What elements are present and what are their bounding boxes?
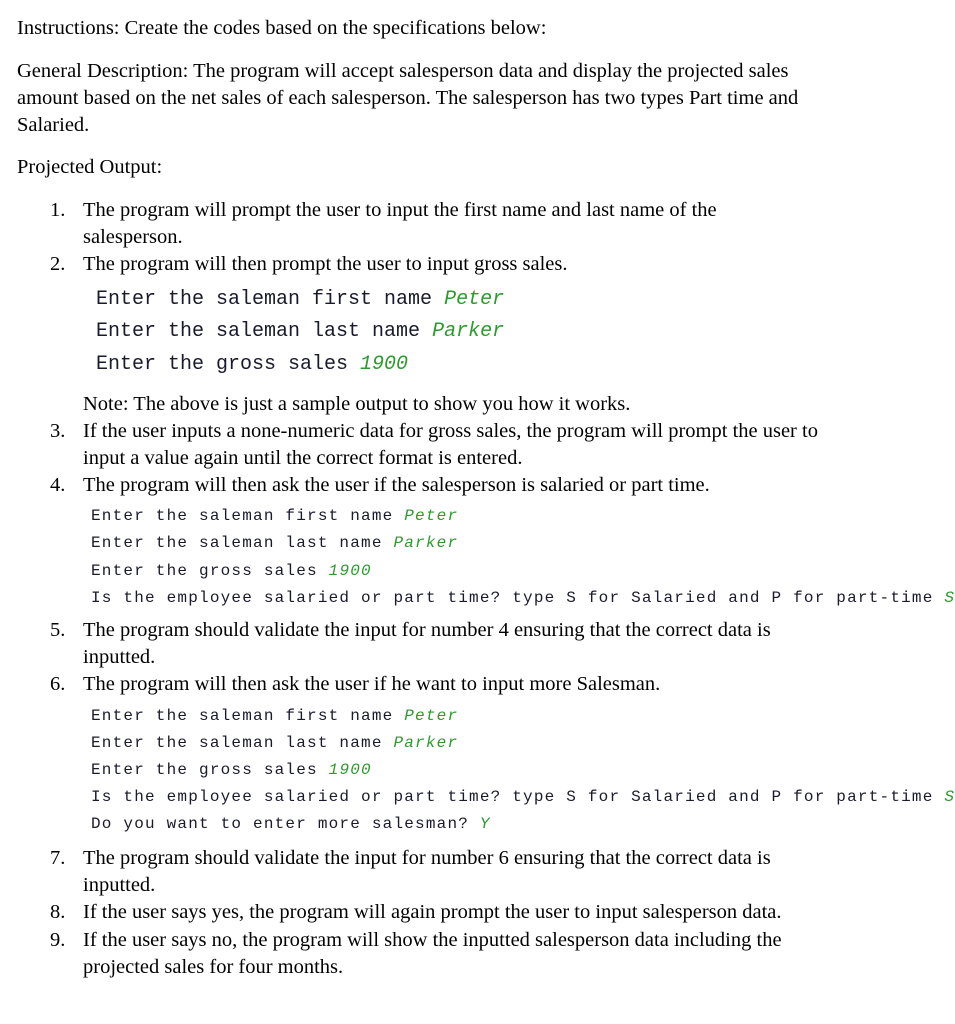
prompt-text: Do you want to enter more salesman? bbox=[91, 815, 480, 833]
list-item-line: projected sales for four months. bbox=[83, 956, 344, 978]
prompt-text: Enter the saleman first name bbox=[96, 288, 445, 311]
list-number: 1. bbox=[50, 199, 66, 221]
list-item-line: The program will prompt the user to input the first name and last name of the bbox=[83, 199, 717, 221]
console-line bbox=[96, 319, 504, 345]
general-description-line: Salaried. bbox=[17, 114, 90, 136]
list-item-line: If the user inputs a none-numeric data for gross sales, the program will prompt the user to bbox=[83, 420, 818, 442]
list-item-line: The program should validate the input for number 4 ensuring that the correct data is bbox=[83, 619, 771, 641]
prompt-text: Enter the saleman last name bbox=[91, 734, 394, 752]
input-value: Parker bbox=[393, 534, 459, 552]
list-item-line: inputted. bbox=[83, 874, 156, 896]
console-line bbox=[91, 587, 955, 609]
input-value: Peter bbox=[404, 707, 459, 725]
list-item-line: If the user says yes, the program will again prompt the user to input salesperson data. bbox=[83, 901, 782, 923]
list-number: 4. bbox=[50, 474, 66, 496]
prompt-text: Enter the gross sales bbox=[91, 761, 329, 779]
list-number: 9. bbox=[50, 929, 66, 951]
list-item-line: The program will then ask the user if the salesperson is salaried or part time. bbox=[83, 474, 710, 496]
list-item-line: input a value again until the correct format is entered. bbox=[83, 447, 523, 469]
list-item-line: The program should validate the input for number 6 ensuring that the correct data is bbox=[83, 847, 771, 869]
console-line bbox=[91, 732, 458, 754]
projected-output-heading: Projected Output: bbox=[17, 156, 163, 178]
console-line bbox=[91, 813, 491, 835]
general-description-line: amount based on the net sales of each salesperson. The salesperson has two types Part time and bbox=[17, 87, 799, 109]
input-value: 1900 bbox=[328, 761, 372, 779]
input-value: Peter bbox=[404, 507, 459, 525]
input-value: S bbox=[944, 589, 955, 607]
prompt-text: Enter the saleman first name bbox=[91, 707, 405, 725]
input-value: Y bbox=[479, 815, 491, 833]
input-value: 1900 bbox=[328, 562, 372, 580]
console-line bbox=[91, 532, 458, 554]
general-description-line: General Description: The program will accept salesperson data and display the projected sales bbox=[17, 60, 789, 82]
input-value: Peter bbox=[444, 288, 505, 311]
prompt-text: Enter the saleman last name bbox=[96, 320, 433, 343]
list-item-line: inputted. bbox=[83, 646, 156, 668]
console-line bbox=[96, 352, 408, 378]
prompt-text: Is the employee salaried or part time? type S for Salaried and P for part-time bbox=[91, 788, 945, 806]
console-line bbox=[96, 287, 504, 313]
console-line bbox=[91, 786, 955, 808]
console-line bbox=[91, 505, 458, 527]
list-number: 5. bbox=[50, 619, 66, 641]
console-line bbox=[91, 759, 372, 781]
prompt-text: Enter the gross sales bbox=[91, 562, 329, 580]
instructions: Instructions: Create the codes based on the specifications below: bbox=[17, 17, 547, 39]
list-item-line: The program will then ask the user if he want to input more Salesman. bbox=[83, 673, 661, 695]
prompt-text: Enter the saleman last name bbox=[91, 534, 394, 552]
list-number: 8. bbox=[50, 901, 66, 923]
list-number: 2. bbox=[50, 253, 66, 275]
list-number: 6. bbox=[50, 673, 66, 695]
input-value: S bbox=[944, 788, 955, 806]
list-number: 7. bbox=[50, 847, 66, 869]
console-line bbox=[91, 560, 372, 582]
input-value: 1900 bbox=[360, 353, 409, 376]
note: Note: The above is just a sample output to show you how it works. bbox=[83, 393, 631, 415]
list-item-line: salesperson. bbox=[83, 226, 183, 248]
console-line bbox=[91, 705, 458, 727]
list-item-line: The program will then prompt the user to input gross sales. bbox=[83, 253, 568, 275]
input-value: Parker bbox=[393, 734, 459, 752]
prompt-text: Enter the saleman first name bbox=[91, 507, 405, 525]
list-number: 3. bbox=[50, 420, 66, 442]
prompt-text: Enter the gross sales bbox=[96, 353, 361, 376]
input-value: Parker bbox=[432, 320, 505, 343]
prompt-text: Is the employee salaried or part time? type S for Salaried and P for part-time bbox=[91, 589, 945, 607]
list-item-line: If the user says no, the program will show the inputted salesperson data including the bbox=[83, 929, 782, 951]
